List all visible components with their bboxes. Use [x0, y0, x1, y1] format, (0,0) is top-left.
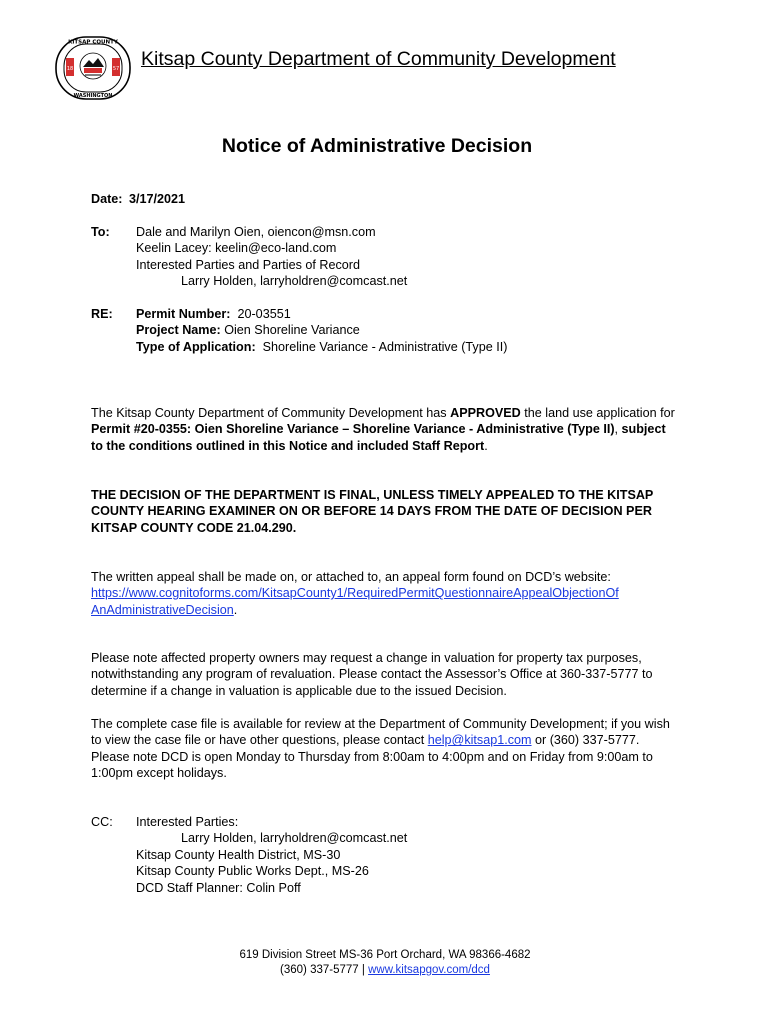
appeal-paragraph [91, 569, 681, 618]
appeal-text: The written appeal shall be made on, or attached to, an appeal form found on DCD’s website: [91, 570, 611, 584]
decision-paragraph [91, 405, 681, 454]
permit-reference: Permit #20-0355: Oien Shoreline Variance – Shoreline Variance - Administrative (Type II) [91, 422, 615, 437]
date-row [91, 191, 185, 207]
application-type-value: Shoreline Variance - Administrative (Type II) [262, 339, 508, 354]
cc-item: Larry Holden, larryholdren@comcast.net [181, 831, 408, 846]
to-recipient: Dale and Marilyn Oien, oiencon@msn.com [136, 225, 376, 239]
decision-text: , [614, 422, 622, 437]
permit-number-value: 20-03551 [237, 307, 291, 321]
cc-label: CC: [91, 815, 113, 829]
department-title: Kitsap County Department of Community Development [141, 48, 616, 70]
footer [0, 948, 770, 978]
page-title: Notice of Administrative Decision [221, 135, 533, 157]
cc-heading: Interested Parties: [136, 815, 239, 829]
permit-number-row [136, 306, 507, 322]
decision-text: The Kitsap County Department of Community Development has [91, 406, 451, 420]
final-decision-notice: THE DECISION OF THE DEPARTMENT IS FINAL, UNLESS TIMELY APPEALED TO THE KITSAP COUNTY HEARING EXAMINER ON OR BEFORE 14 DAYS FROM THE DATE OF DECISION PER KITSAP COUNTY CODE 21.04.290. [91, 488, 654, 535]
re-label: RE: [91, 307, 113, 321]
application-type-row [136, 339, 507, 355]
cc-item: DCD Staff Planner: Colin Poff [136, 880, 301, 895]
cc-item: Kitsap County Public Works Dept., MS-26 [136, 864, 369, 879]
project-name-value: Oien Shoreline Variance [224, 323, 360, 338]
footer-separator: | [358, 964, 369, 976]
re-details [136, 306, 507, 355]
cc-list [136, 814, 407, 896]
appeal-form-link-cont[interactable]: AnAdministrativeDecision [91, 602, 234, 617]
appeal-end: . [233, 602, 238, 617]
to-label: To: [91, 225, 110, 239]
seal-year-right: 57 [112, 66, 120, 72]
seal-top-text: KITSAP COUNTY [68, 39, 118, 46]
valuation-paragraph: Please note affected property owners may request a change in valuation for property tax purposes, notwithstanding any program of revaluation. Please contact the Assessor’s Office at 360-337-5777 to determine if a change in valuation is applicable due to the issued Decision. [91, 651, 653, 698]
to-recipient: Interested Parties and Parties of Record [136, 257, 361, 272]
appeal-form-link[interactable]: https://www.cognitoforms.com/KitsapCounty1/RequiredPermitQuestionnaireAppealObjectionOf [91, 586, 619, 601]
case-file-text: The complete case file is available for review at the Department of Community Development; if you wish to view the case file or have other questions, please contact [91, 717, 670, 748]
project-name-label: Project Name: [136, 323, 221, 338]
seal-bottom-text: WASHINGTON [73, 93, 113, 99]
footer-website-link[interactable]: www.kitsapgov.com/dcd [368, 964, 490, 976]
decision-text: the land use application for [520, 406, 675, 420]
to-recipient: Larry Holden, larryholdren@comcast.net [181, 274, 408, 289]
conditions-text: subject to the conditions outlined in this Notice and included Staff Report [91, 422, 666, 453]
project-name-row [136, 322, 507, 338]
date-label: Date: [91, 192, 123, 206]
help-email-link[interactable]: help@kitsap1.com [427, 733, 532, 748]
footer-address: 619 Division Street MS-36 Port Orchard, WA 98366-4682 [239, 949, 531, 961]
to-recipients [136, 224, 407, 290]
application-type-label: Type of Application: [136, 339, 256, 354]
decision-text: . [484, 438, 488, 453]
to-recipient: Keelin Lacey: keelin@eco-land.com [136, 241, 337, 256]
cc-item: Kitsap County Health District, MS-30 [136, 847, 341, 862]
approved-text: APPROVED [450, 406, 521, 420]
case-file-text: or (360) 337-5777. Please note DCD is open Monday to Thursday from 8:00am to 4:00pm and on Friday from 9:00am to 1:00pm except holidays. [91, 733, 653, 781]
date-value: 3/17/2021 [129, 192, 186, 206]
county-seal-logo [55, 36, 131, 100]
footer-phone: (360) 337-5777 [280, 964, 359, 976]
case-file-paragraph [91, 716, 675, 782]
permit-number-label: Permit Number: [136, 307, 231, 321]
seal-year-left: 18 [66, 66, 74, 72]
